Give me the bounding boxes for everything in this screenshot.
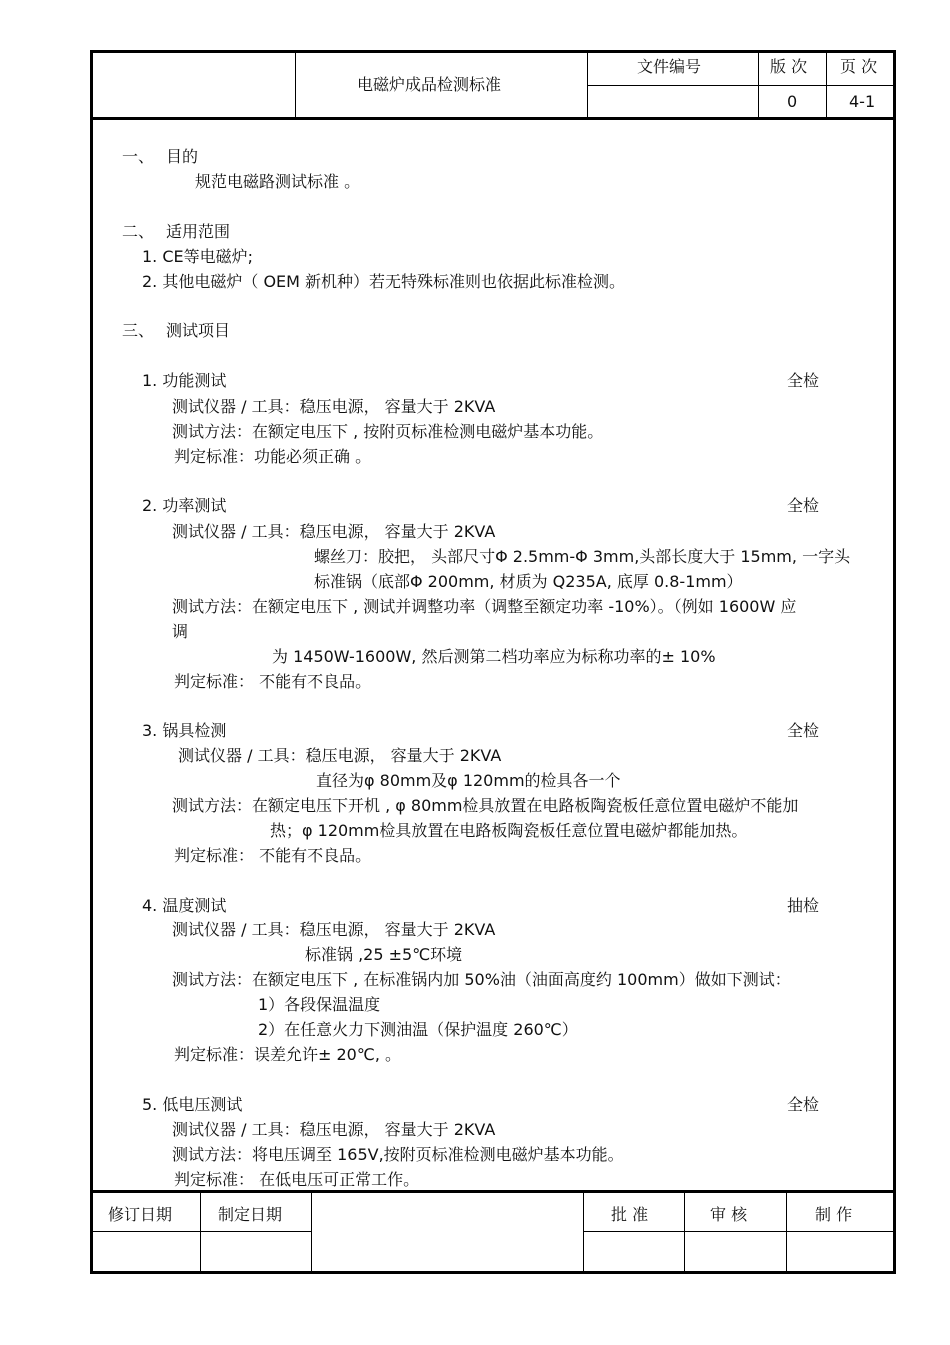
test-equipment-detail: 标准锅（底部Φ 200mm, 材质为 Q235A, 底厚 0.8-1mm） (314, 572, 743, 591)
test-equipment-detail: 标准锅 ,25 ±5℃环境 (305, 945, 463, 964)
test-criteria: 判定标准： 不能有不良品。 (174, 846, 372, 865)
page-label: 页 次 (840, 57, 878, 76)
footer-divider (684, 1190, 685, 1274)
doc-title: 电磁炉成品检测标准 (357, 75, 502, 94)
prepare-label: 制 作 (815, 1205, 853, 1224)
section-text: 规范电磁路测试标准 。 (195, 172, 361, 191)
section-heading: 适用范围 (166, 222, 231, 241)
version-label: 版 次 (770, 57, 808, 76)
approve-label: 批 准 (611, 1205, 649, 1224)
test-title: 1. 功能测试 (142, 371, 227, 390)
test-tag: 抽检 (787, 896, 820, 915)
make-date-label: 制定日期 (218, 1205, 283, 1224)
footer-divider (200, 1190, 201, 1274)
scope-item: 2. 其他电磁炉（ OEM 新机种）若无特殊标准则也依据此标准检测。 (142, 272, 626, 291)
test-equipment: 测试仪器 / 工具：稳压电源， 容量大于 2KVA (172, 1120, 496, 1139)
footer-divider (311, 1190, 312, 1274)
section-number: 二、 (122, 222, 155, 241)
test-method-detail: 热；φ 120mm检具放置在电路板陶瓷板任意位置电磁炉都能加热。 (270, 821, 748, 840)
section-heading: 测试项目 (166, 321, 231, 340)
test-method: 测试方法：在额定电压下 , 按附页标准检测电磁炉基本功能。 (172, 422, 604, 441)
doc-number-label: 文件编号 (637, 57, 702, 76)
test-criteria: 判定标准：功能必须正确 。 (174, 447, 372, 466)
section-number: 一、 (122, 147, 155, 166)
test-equipment: 测试仪器 / 工具：稳压电源， 容量大于 2KVA (172, 522, 496, 541)
footer-top-rule (90, 1190, 896, 1193)
page-value: 4-1 (849, 92, 876, 111)
header-mid-rule (587, 85, 894, 86)
test-tag: 全检 (787, 371, 820, 390)
test-equipment-detail: 螺丝刀：胶把， 头部尺寸Φ 2.5mm-Φ 3mm,头部长度大于 15mm, 一字头 (314, 547, 851, 566)
section-number: 三、 (122, 321, 155, 340)
test-criteria: 判定标准： 在低电压可正常工作。 (174, 1170, 420, 1189)
header-bottom-rule (90, 117, 896, 120)
header-divider (295, 50, 296, 119)
test-equipment-detail: 直径为φ 80mm及φ 120mm的检具各一个 (316, 771, 621, 790)
revise-date-label: 修订日期 (108, 1205, 173, 1224)
test-title: 2. 功率测试 (142, 496, 227, 515)
footer-divider (786, 1190, 787, 1274)
test-title: 3. 锅具检测 (142, 721, 227, 740)
test-method-cont: 调 (172, 622, 189, 641)
test-tag: 全检 (787, 1095, 820, 1114)
test-title: 5. 低电压测试 (142, 1095, 243, 1114)
footer-mid-rule (583, 1231, 896, 1232)
test-equipment: 测试仪器 / 工具：稳压电源， 容量大于 2KVA (178, 746, 502, 765)
test-equipment: 测试仪器 / 工具：稳压电源， 容量大于 2KVA (172, 920, 496, 939)
test-tag: 全检 (787, 721, 820, 740)
footer-divider (583, 1190, 584, 1274)
test-tag: 全检 (787, 496, 820, 515)
test-method: 测试方法：在额定电压下开机 , φ 80mm检具放置在电路板陶瓷板任意位置电磁炉不能加 (172, 796, 799, 815)
footer-mid-rule (90, 1231, 312, 1232)
test-method: 测试方法：在额定电压下 , 测试并调整功率（调整至额定功率 -10%）。（例如 1600W 应 (172, 597, 797, 616)
scope-item: 1. CE等电磁炉; (142, 247, 254, 266)
version-value: 0 (787, 92, 798, 111)
test-method-detail: 为 1450W-1600W, 然后测第二档功率应为标称功率的± 10% (272, 647, 716, 666)
test-equipment: 测试仪器 / 工具：稳压电源， 容量大于 2KVA (172, 397, 496, 416)
test-method: 测试方法：在额定电压下 , 在标准锅内加 50%油（油面高度约 100mm）做如下测试： (172, 970, 791, 989)
test-method: 测试方法：将电压调至 165V,按附页标准检测电磁炉基本功能。 (172, 1145, 624, 1164)
test-step: 2）在任意火力下测油温（保护温度 260℃） (258, 1020, 578, 1039)
test-title: 4. 温度测试 (142, 896, 227, 915)
test-criteria: 判定标准：误差允许± 20℃, 。 (174, 1045, 401, 1064)
section-heading: 目的 (166, 147, 199, 166)
test-criteria: 判定标准： 不能有不良品。 (174, 672, 372, 691)
test-step: 1）各段保温温度 (258, 995, 381, 1014)
review-label: 审 核 (710, 1205, 748, 1224)
